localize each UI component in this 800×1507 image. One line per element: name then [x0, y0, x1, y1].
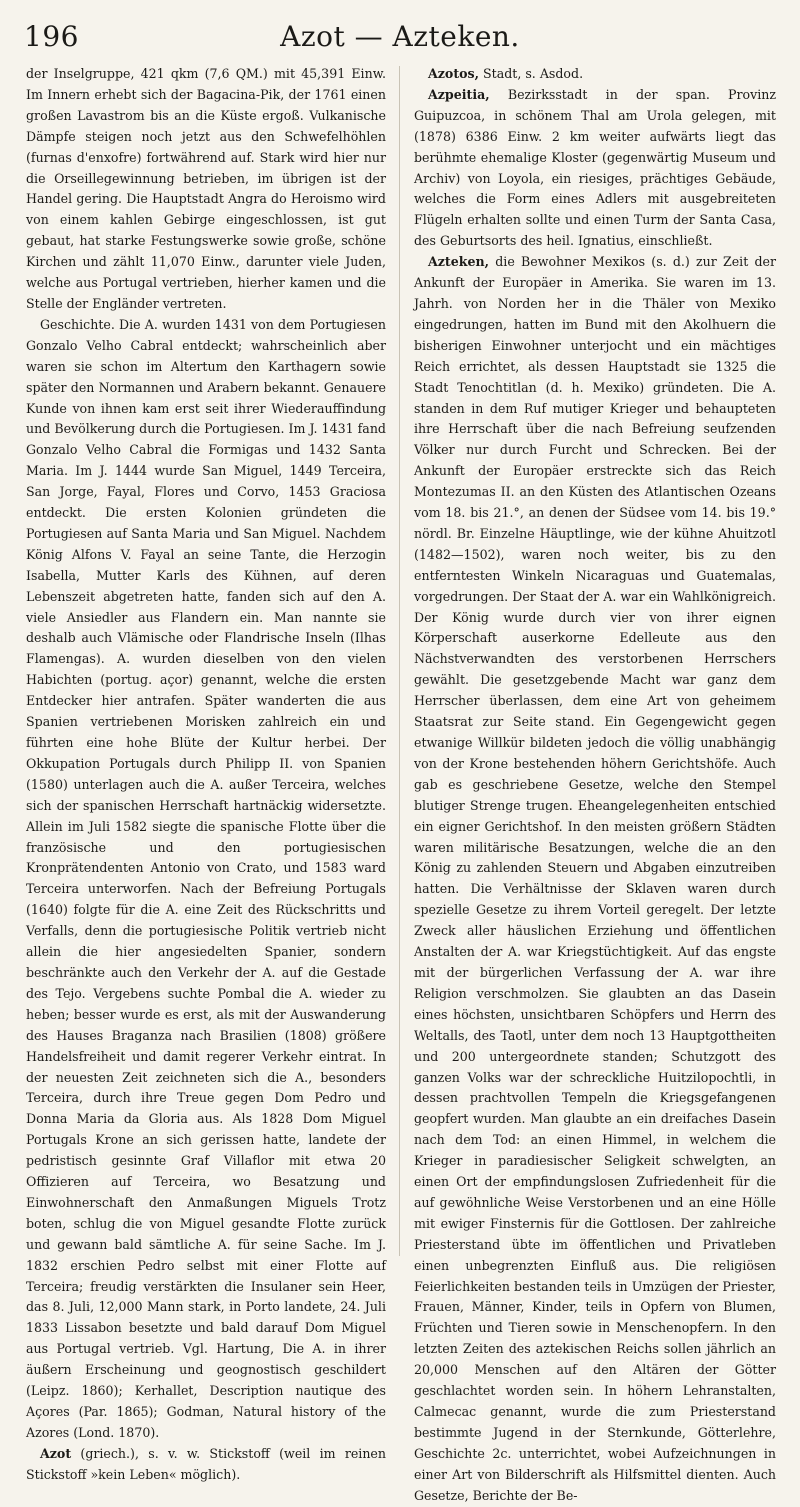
running-title: Azot — Azteken. — [280, 20, 520, 53]
page-number: 196 — [24, 20, 79, 53]
column-divider — [399, 66, 400, 1256]
azores-history-paragraph: Geschichte. Die A. wurden 1431 von dem Portugiesen Gonzalo Velho Cabral entdeckt; wahrscheinlich aber waren sie schon im Altertum den Karthagern sowie später den Normannen und Arabern bekannt. Genauere Kunde von ihnen kam erst seit ihrer Wiederauffindung und Bevölkerung durch die Portugiesen. Im J. 1431 fand Gonzalo Velho Cabral die Formigas und 1432 Santa Maria. Im J. 1444 wurde San Miguel, 1449 Terceira, San Jorge, Fayal, Flores und Corvo, 1453 Graciosa entdeckt. Die ersten Kolonien gründeten die Portugiesen auf Santa Maria und San Miguel. Nachdem König Alfons V. Fayal an seine Tante, die Herzogin Isabella, Mutter Karls des Kühnen, auf deren Lebenszeit abgetreten hatte, fanden sich auf den A. viele Ansiedler aus Flandern ein. Man nannte sie deshalb auch Vlämische oder Flandrische Inseln (Ilhas Flamengas). A. wurden dieselben von den vielen Habichten (portug. açor) genannt, welche die ersten Entdecker hier antrafen. Später wanderten die aus Spanien vertriebenen Morisken zahlreich ein und führten eine hohe Blüte der Kultur herbei. Der Okkupation Portugals durch Philipp II. von Spanien (1580) unterlagen auch die A. außer Terceira, welches sich der spanischen Herrschaft hartnäckig widersetzte. Allein im Juli 1582 siegte die spanische Flotte über die französische und den portugiesischen Kronprätendenten Antonio von Crato, und 1583 ward Terceira unterworfen. Nach der Befreiung Portugals (1640) folgte für die A. eine Zeit des Rückschritts und Verfalls, denn die portugiesische Politik vertrieb nicht allein die hier angesiedelten Spanier, sondern beschränkte auch den Verkehr der A. auf die Gestade des Tejo. Vergebens suchte Pombal die A. wieder zu heben; besser wurde es erst, als mit der Auswanderung des Hauses Braganza nach Brasilien (1808) größere Handelsfreiheit und damit regerer Verkehr eintrat. In der neuesten Zeit zeichneten sich die A., besonders Terceira, durch ihre Treue gegen Dom Pedro und Donna Maria da Gloria aus. Als 1828 Dom Miguel Portugals Krone an sich gerissen hatte, landete der pedristisch gesinnte Graf Villaflor mit etwa 20 Offizieren auf Terceira, wo Besatzung und Einwohnerschaft den Anmaßungen Miguels Trotz boten, schlug die von Miguel gesandte Flotte zurück und gewann bald sämtliche A. für seine Sache. Im J. 1832 erschien Pedro selbst mit einer Flotte auf Terceira; freudig verstärkten die Insulaner sein Heer, das 8. Juli, 12,000 Mann stark, in Porto landete, 24. Juli 1833 Lissabon besetzte und bald darauf Dom Miguel aus Portugal vertrieb. Vgl. Hartung, Die A. in ihrer äußern Erscheinung und geognostisch geschildert (Leipz. 1860); Kerhallet, Description nautique des Açores (Par. 1865); Godman, Natural history of the Azores (Lond. 1870). — [26, 316, 386, 1440]
entry-azpeitia-text: Bezirksstadt in der span. Provinz Guipuzcoa, in schönem Thal am Urola gelegen, mit (1878) 6386 Einw. 2 km weiter aufwärts liegt das berühmte ehemalige Kloster (gegenwärtig Museum und Archiv) von Loyola, ein riesiges, prächtiges Gebäude, welches die Form eines Adlers mit ausgebreiteten Flügeln erhalten sollte und einen Turm der Santa Casa, des Geburtsorts des heil. Ignatius, einschließt. — [414, 86, 776, 249]
left-column — [26, 64, 386, 1482]
azores-continued-paragraph: der Inselgruppe, 421 qkm (7,6 QM.) mit 45,391 Einw. Im Innern erhebt sich der Bagacina-Pik, der 1761 einen großen Lavastrom bis an die Küste ergoß. Vulkanische Dämpfe steigen noch jetzt aus den Schwefelhöhlen (furnas d'enxofre) fortwährend auf. Stark wird hier nur die Orseillegewinnung betrieben, im übrigen ist der Handel gering. Die Hauptstadt Angra do Heroismo wird von einem kahlen Gebirge eingeschlossen, ist gut gebaut, hat starke Festungswerke sowie große, schöne Kirchen und zählt 11,070 Einw., darunter viele Juden, welche aus Portugal vertrieben, hierher kamen und die Stelle der Engländer vertreten. — [26, 66, 386, 311]
right-column — [414, 64, 776, 1503]
entry-azpeitia — [414, 85, 776, 252]
headword-azteken: Azteken, — [428, 254, 490, 270]
headword-azpeitia: Azpeitia, — [428, 86, 490, 102]
headword-azot: Azot — [40, 1445, 72, 1461]
entry-azot-text: (griech.), s. v. w. Stickstoff (weil im reinen Stickstoff »kein Leben« möglich). — [26, 1445, 386, 1482]
entry-azteken — [414, 252, 776, 1506]
entry-azotos-text: Stadt, s. Asdod. — [479, 66, 584, 81]
page-header — [24, 18, 776, 58]
entry-azot — [26, 1444, 386, 1486]
entry-azotos — [414, 64, 776, 85]
entry-azteken-text: die Bewohner Mexikos (s. d.) zur Zeit der Ankunft der Europäer in Amerika. Sie waren im 13. Jahrh. von Norden her in die Thäler von Mexiko eingedrungen, hatten im Bund mit den Akolhuern die bisherigen Einwohner unterjocht und ein mächtiges Reich errichtet, als dessen Hauptstadt sie 1325 die Stadt Tenochtitlan (d. h. Mexiko) gründeten. Die A. standen in dem Ruf mutiger Krieger und behaupteten ihre Herrschaft über die nach Befreiung seufzenden Völker nur durch Furcht und Schrecken. Bei der Ankunft der Europäer erstreckte sich das Reich Montezumas II. an den Küsten des Atlantischen Ozeans vom 18. bis 21.°, an denen der Südsee vom 14. bis 19.° nördl. Br. Einzelne Häuptlinge, wie der kühne Ahuitzotl (1482—1502), waren noch weiter, bis zu den entferntesten Winkeln Nicaraguas und Guatemalas, vorgedrungen. Der Staat der A. war ein Wahlkönigreich. Der König wurde durch vier von ihrer eignen Körperschaft auserkorne Edelleute aus den Nächstverwandten des verstorbenen Herrschers gewählt. Die gesetzgebende Macht war ganz dem Herrscher überlassen, dem eine Art von geheimem Staatsrat zur Seite stand. Ein Gegengewicht gegen etwanige Willkür bildeten jedoch die völlig unabhängig von der Krone bestehenden höhern Gerichtshöfe. Auch gab es geschriebene Gesetze, welche den Stempel blutiger Strenge trugen. Eheangelegenheiten entschied ein eigner Gerichtshof. In den meisten größern Städten waren militärische Besatzungen, welche die an den König zu zahlenden Steuern und Abgaben einzutreiben hatten. Die Verhältnisse der Sklaven waren durch spezielle Gesetze zu ihrem Vorteil geregelt. Der letzte Zweck aller häuslichen Erziehung und öffentlichen Anstalten der A. war Kriegstüchtigkeit. Auf das engste mit der bürgerlichen Verfassung der A. war ihre Religion verschmolzen. Sie glaubten an das Dasein eines höchsten, unsichtbaren Schöpfers und Herrn des Weltalls, des Taotl, unter dem noch 13 Hauptgottheiten und 200 untergeordnete standen; Schutzgott des ganzen Volks war der schreckliche Huitzilopochtli, in dessen prachtvollen Tempeln die Kriegsgefangenen geopfert wurden. Man glaubte an ein dreifaches Dasein nach dem Tod: an einen Himmel, in welchem die Krieger in paradiesischer Seligkeit schwelgten, an einen Ort der empfindungslosen Zufriedenheit für die auf gewöhnliche Weise Verstorbenen und an eine Hölle mit ewiger Finsternis für die Gottlosen. Der zahlreiche Priesterstand übte im öffentlichen und Privatleben einen unbegrenzten Einfluß aus. Die religiösen Feierlichkeiten bestanden teils in Umzügen der Priester, Frauen, Männer, Kinder, teils in Opfern von Blumen, Früchten und Tieren sowie in Menschenopfern. In den letzten Zeiten des aztekischen Reichs sollen jährlich an 20,000 Menschen auf den Altären der Götter geschlachtet worden sein. In höhern Lehranstalten, Calmecac genannt, wurde die zum Priesterstand bestimmte Jugend in der Sternkunde, Götterlehre, Geschichte 2c. unterrichtet, wobei Aufzeichnungen in einer Art von Bilderschrift als Hilfsmittel dienten. Auch Gesetze, Berichte der Be- — [414, 254, 776, 1503]
headword-azotos: Azotos, — [428, 66, 480, 81]
